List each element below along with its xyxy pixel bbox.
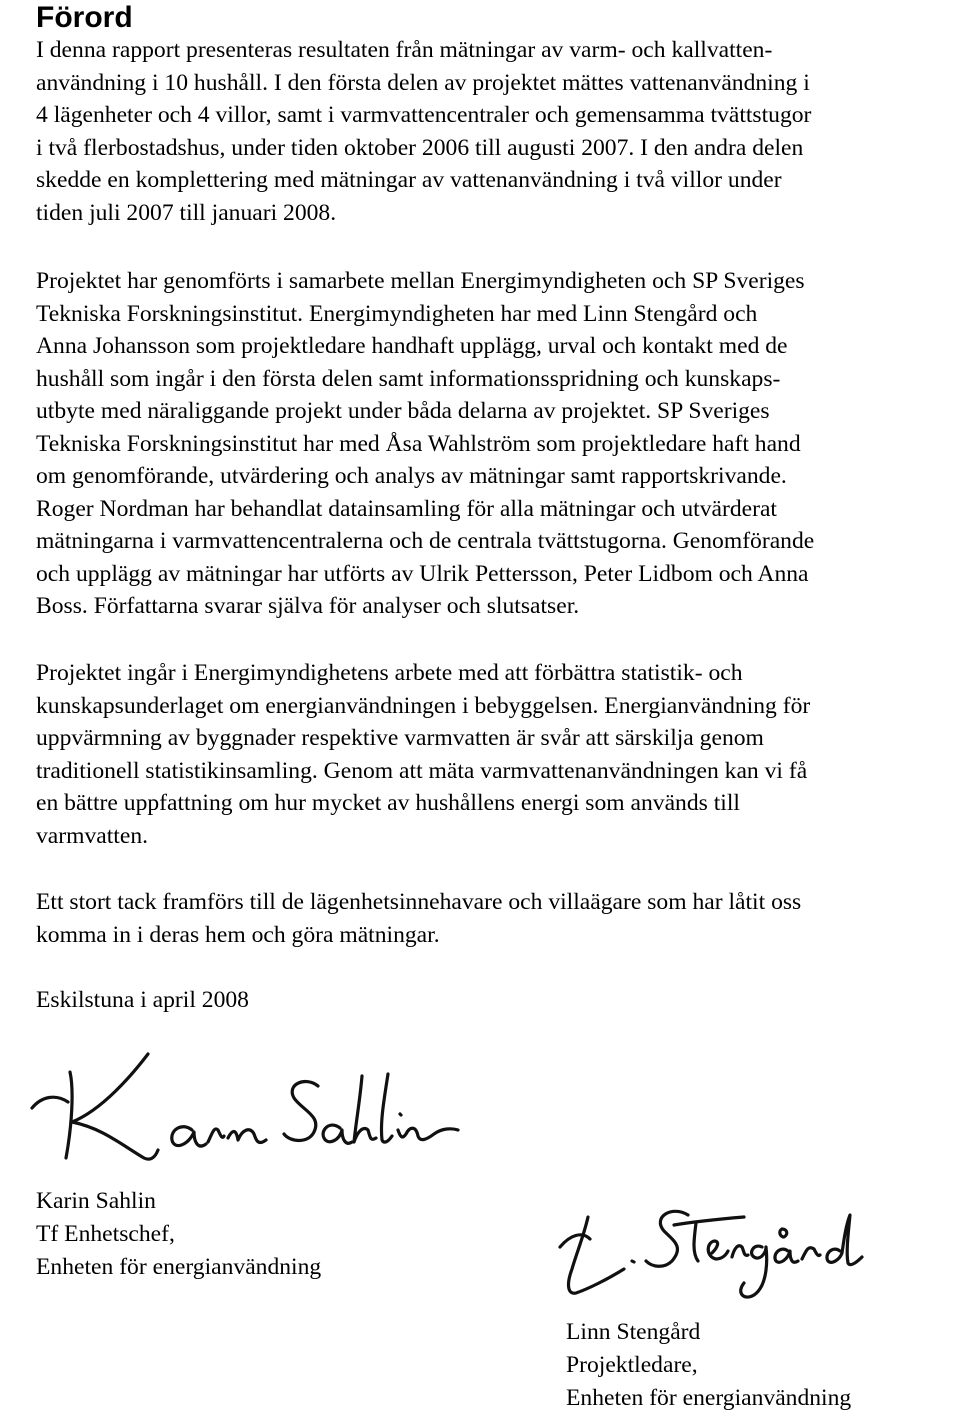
text-line: utbyte med näraliggande projekt under båda delarna av projektet. SP Sveriges <box>36 398 770 424</box>
signer-name: Linn Stengård <box>566 1319 701 1345</box>
text-line: Roger Nordman har behandlat datainsamling för alla mätningar och utvärderat <box>36 495 777 522</box>
text-line: i två flerbostadshus, under tiden oktober 2006 till augusti 2007. I den andra delen <box>36 134 804 161</box>
paragraph-thanks <box>36 886 960 951</box>
text-line: Tekniska Forskningsinstitut har med Åsa Wahlström som projektledare haft hand <box>36 430 801 457</box>
signer-block-1 <box>36 1185 321 1284</box>
signer-name: Karin Sahlin <box>36 1188 156 1214</box>
text-line: Projektet har genomförts i samarbete mellan Energimyndigheten och SP Sveriges <box>36 268 805 294</box>
text-line: hushåll som ingår i den första delen samt informationsspridning och kunskaps- <box>36 365 781 392</box>
paragraph-context <box>36 657 960 852</box>
place-date-text: Eskilstuna i april 2008 <box>36 987 249 1013</box>
text-line: Anna Johansson som projektledare handhaft upplägg, urval och kontakt med de <box>36 333 788 359</box>
text-line: Ett stort tack framförs till de lägenhetsinnehavare och villaägare som har låtit oss <box>36 889 802 915</box>
signer-role: Tf Enhetschef, <box>36 1221 175 1247</box>
text-line: Projektet ingår i Energimyndighetens arbete med att förbättra statistik- och <box>36 660 743 686</box>
text-line: tiden juli 2007 till januari 2008. <box>36 199 337 226</box>
page-title: Förord <box>36 1 133 34</box>
signer-unit: Enheten för energianvändning <box>566 1385 852 1411</box>
text-line: komma in i deras hem och göra mätningar. <box>36 921 440 948</box>
text-line: kunskapsunderlaget om energianvändningen i bebyggelsen. Energianvändning för <box>36 692 811 719</box>
text-line: Boss. Författarna svarar själva för analyser och slutsatser. <box>36 593 580 619</box>
text-line: Tekniska Forskningsinstitut. Energimyndigheten har med Linn Stengård och <box>36 300 758 327</box>
signer-block-2 <box>566 1316 851 1415</box>
text-line: 4 lägenheter och 4 villor, samt i varmvattencentraler och gemensamma tvättstugor <box>36 102 812 128</box>
text-line: varmvatten. <box>36 822 149 849</box>
text-line: I denna rapport presenteras resultaten från mätningar av varm- och kallvatten- <box>36 37 773 63</box>
paragraph-intro <box>36 34 960 229</box>
paragraph-collaboration <box>36 265 960 623</box>
text-line: skedde en komplettering med mätningar av vattenanvändning i två villor under <box>36 167 782 193</box>
text-line: mätningarna i varmvattencentralerna och de centrala tvättstugorna. Genomförande <box>36 528 815 554</box>
signature-linn-stengard <box>548 1195 878 1315</box>
text-line: och upplägg av mätningar har utförts av Ulrik Pettersson, Peter Lidbom och Anna <box>36 560 809 587</box>
text-line: uppvärmning av byggnader respektive varmvatten är svår att särskilja genom <box>36 725 764 751</box>
signer-role: Projektledare, <box>566 1352 698 1378</box>
signature-karin-sahlin <box>22 1030 502 1180</box>
text-line: användning i 10 hushåll. I den första delen av projektet mättes vattenanvändning i <box>36 69 810 96</box>
text-line: om genomförande, utvärdering och analys av mätningar samt rapportskrivande. <box>36 463 787 489</box>
text-line: traditionell statistikinsamling. Genom att mäta varmvattenanvändningen kan vi få <box>36 757 808 784</box>
place-date <box>36 984 960 1017</box>
text-line: en bättre uppfattning om hur mycket av hushållens energi som används till <box>36 790 740 816</box>
signer-unit: Enheten för energianvändning <box>36 1254 322 1280</box>
